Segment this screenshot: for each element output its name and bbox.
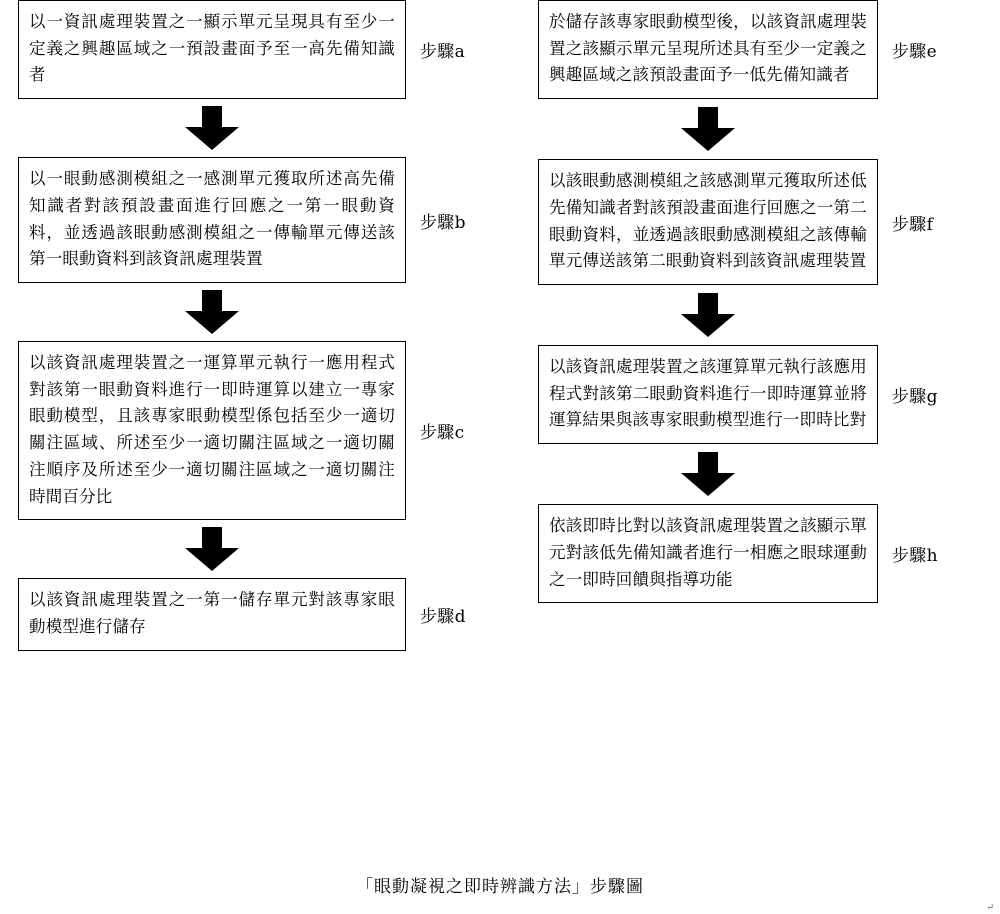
step-label-a: 步驟a	[420, 42, 466, 63]
step-box-h: 依該即時比對以該資訊處理裝置之該顯示單元對該低先備知識者進行一相應之眼球運動之一即時回饋與指導功能	[538, 504, 878, 603]
step-label-h: 步驟h	[892, 546, 938, 567]
step-box-a: 以一資訊處理裝置之一顯示單元呈現具有至少一定義之興趣區域之一預設畫面予至一高先備知識者	[18, 0, 406, 99]
step-box-e: 於儲存該專家眼動模型後，以該資訊處理裝置之該顯示單元呈現所述具有至少一定義之興趣區域之該預設畫面予一低先備知識者	[538, 0, 878, 99]
arrow-c-to-d	[18, 527, 406, 571]
flow-step-g	[538, 345, 998, 444]
down-arrow-icon	[681, 107, 735, 151]
flow-step-h	[538, 504, 998, 603]
corner-mark: ↵	[986, 903, 994, 913]
flow-column-left	[18, 0, 478, 651]
step-label-b: 步驟b	[420, 212, 466, 233]
arrow-a-to-b	[18, 106, 406, 150]
step-box-f: 以該眼動感測模組之該感測單元獲取所述低先備知識者對該預設畫面進行回應之一第二眼動資料，並透過該眼動感測模組之該傳輸單元傳送該第二眼動資料到該資訊處理裝置	[538, 159, 878, 285]
step-label-c: 步驟c	[420, 423, 465, 444]
figure-caption: 「眼動凝視之即時辨識方法」步驟圖	[356, 877, 644, 897]
down-arrow-icon	[681, 452, 735, 496]
step-box-b: 以一眼動感測模組之一感測單元獲取所述高先備知識者對該預設畫面進行回應之一第一眼動資料，並透過該眼動感測模組之一傳輸單元傳送該第一眼動資料到該資訊處理裝置	[18, 157, 406, 283]
arrow-b-to-c	[18, 290, 406, 334]
step-box-g: 以該資訊處理裝置之該運算單元執行該應用程式對該第二眼動資料進行一即時運算並將運算結果與該專家眼動模型進行一即時比對	[538, 345, 878, 444]
step-label-e: 步驟e	[892, 42, 937, 63]
flow-column-right	[538, 0, 998, 603]
down-arrow-icon	[681, 293, 735, 337]
step-box-c: 以該資訊處理裝置之一運算單元執行一應用程式對該第一眼動資料進行一即時運算以建立一專家眼動模型，且該專家眼動模型係包括至少一適切關注區域、所述至少一適切關注區域之一適切關注順序及所述至少一適切關注區域之一適切關注時間百分比	[18, 341, 406, 520]
flow-step-e	[538, 0, 998, 99]
step-box-d: 以該資訊處理裝置之一第一儲存單元對該專家眼動模型進行儲存	[18, 578, 406, 650]
down-arrow-icon	[185, 106, 239, 150]
arrow-g-to-h	[538, 452, 878, 496]
flow-step-c	[18, 341, 478, 520]
flow-step-b	[18, 157, 478, 283]
step-label-f: 步驟f	[892, 214, 934, 235]
flow-step-f	[538, 159, 998, 285]
step-label-d: 步驟d	[420, 607, 466, 628]
down-arrow-icon	[185, 290, 239, 334]
arrow-f-to-g	[538, 293, 878, 337]
arrow-e-to-f	[538, 107, 878, 151]
flow-step-d	[18, 578, 478, 650]
down-arrow-icon	[185, 527, 239, 571]
step-label-g: 步驟g	[892, 387, 938, 408]
flow-step-a	[18, 0, 478, 99]
